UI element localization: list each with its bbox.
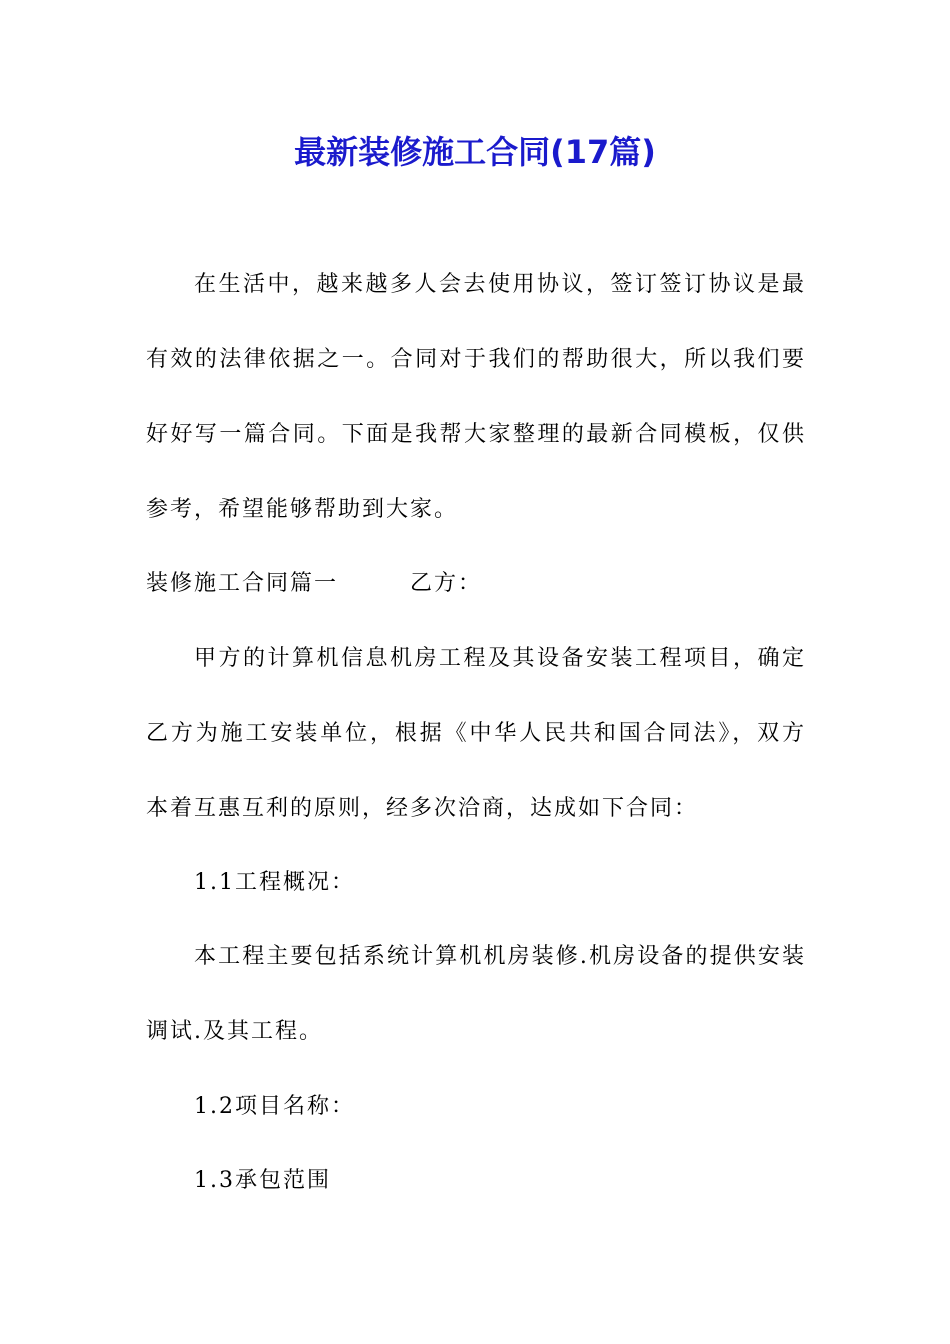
paragraph-line: 在生活中，越来越多人会去使用协议，签订签订协议是最: [194, 272, 806, 297]
paragraph-line: 参考，希望能够帮助到大家。: [146, 497, 459, 522]
paragraph-line: 调试.及其工程。: [146, 1019, 323, 1044]
clause-heading: 1.1工程概况：: [194, 870, 355, 895]
clause-heading: 1.2项目名称：: [194, 1094, 355, 1119]
paragraph-line: 有效的法律依据之一。合同对于我们的帮助很大，所以我们要: [146, 347, 806, 372]
paragraph-line: 甲方的计算机信息机房工程及其设备安装工程项目，确定: [194, 646, 806, 671]
paragraph-line: 本着互惠互利的原则，经多次洽商，达成如下合同：: [146, 796, 699, 821]
section-heading: 装修施工合同篇一 乙方：: [146, 571, 483, 596]
paragraph-line: 乙方为施工安装单位，根据《中华人民共和国合同法》，双方: [146, 721, 806, 746]
clause-heading: 1.3承包范围: [194, 1168, 331, 1193]
document-title: 最新装修施工合同(17篇): [294, 133, 656, 171]
paragraph-line: 本工程主要包括系统计算机机房装修.机房设备的提供安装: [194, 944, 806, 969]
paragraph-line: 好好写一篇合同。下面是我帮大家整理的最新合同模板，仅供: [146, 422, 806, 447]
